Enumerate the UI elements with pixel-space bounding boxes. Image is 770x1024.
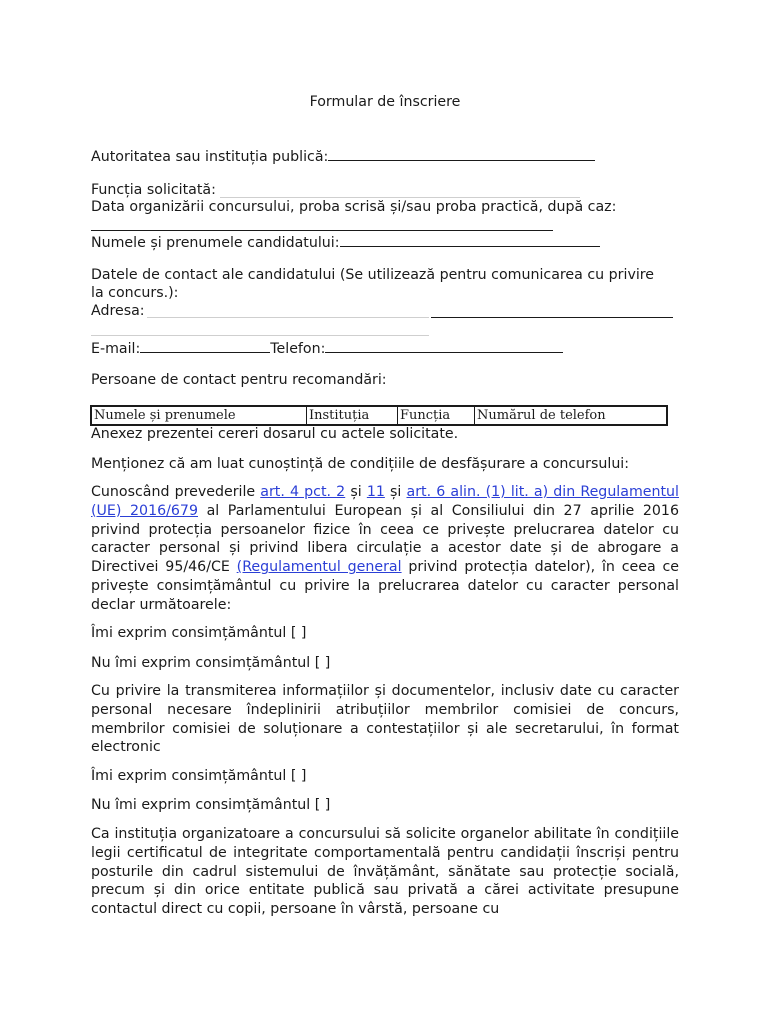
autoritate-row: [91, 146, 595, 166]
header-functia: Funcția: [398, 406, 475, 425]
adresa-field[interactable]: [431, 317, 673, 318]
nume-label: Numele și prenumele candidatului:: [91, 235, 340, 251]
header-numele: Numele și prenumele: [91, 406, 307, 425]
link-11[interactable]: 11: [366, 484, 385, 500]
institutia-paragraph: Ca instituția organizatoare a concursului să solicite organelor abilitate în condițiile legii certificatul de integritate comportamentală pentru candidații înscriși pentru posturile din cadrul sistemului de învățământ, sănătate sau protecție socială, precum și din orice entitate publică sau privată a cărei activitate presupune contactul direct cu copii, persoane în vârstă, persoane cu: [91, 826, 679, 918]
recommendations-table: [90, 405, 668, 426]
autoritate-field[interactable]: [328, 146, 595, 161]
gdpr-text-5: privind protecția datelor), în ceea ce privește consimțământul cu privire la prelucrarea datelor cu caracter personal declar următoarele:: [91, 559, 680, 613]
header-institutia: Instituția: [307, 406, 398, 425]
adresa-label: Adresa:: [91, 303, 145, 319]
gdpr-text-1: Cunoscând prevederile: [91, 484, 261, 500]
gdpr-paragraph: [91, 483, 679, 615]
gdpr-text-3: și: [384, 484, 407, 500]
email-telefon-row: [91, 338, 563, 358]
gdpr-text-2: și: [345, 484, 367, 500]
consent-1-no[interactable]: Nu îmi exprim consimțământul [ ]: [91, 655, 331, 671]
contact-line-1: Datele de contact ale candidatului (Se utilizează pentru comunicarea cu privire: [91, 267, 655, 283]
link-art-6[interactable]: art. 6 alin. (1) lit. a) din Regulamentul (UE) 2016/679: [91, 484, 679, 519]
table-header-row: [91, 406, 667, 425]
data-field[interactable]: [91, 230, 553, 231]
telefon-label: Telefon:: [270, 341, 326, 357]
consent-2-no[interactable]: Nu îmi exprim consimțământul [ ]: [91, 797, 331, 813]
adresa-field-2[interactable]: [91, 335, 429, 336]
anexez-text: Anexez prezentei cereri dosarul cu actele solicitate.: [91, 426, 459, 442]
persoane-label: Persoane de contact pentru recomandări:: [91, 372, 387, 388]
gdpr-text-4: al Parlamentului European și al Consiliului din 27 aprilie 2016 privind protecția persoanelor fizice în ceea ce privește prelucrarea datelor cu caracter personal și privind libera circulație a acestor date și de abrogare a Directivei 95/46/CE: [91, 502, 679, 576]
telefon-field[interactable]: [325, 338, 563, 353]
functia-label: Funcția solicitată:: [91, 182, 216, 198]
adresa-field-thin[interactable]: [147, 317, 429, 318]
email-label: E-mail:: [91, 341, 141, 357]
consent-1-yes[interactable]: Îmi exprim consimțământul [ ]: [91, 625, 307, 641]
header-telefon: Numărul de telefon: [475, 406, 668, 425]
autoritate-label: Autoritatea sau instituția publică:: [91, 149, 329, 165]
nume-row: [91, 232, 600, 252]
page-title: Formular de înscriere: [309, 94, 461, 110]
data-label: Data organizării concursului, proba scrisă și/sau proba practică, după caz:: [91, 199, 617, 215]
consent-2-yes[interactable]: Îmi exprim consimțământul [ ]: [91, 768, 307, 784]
contact-line-2: la concurs.):: [91, 285, 179, 301]
email-field[interactable]: [140, 338, 270, 353]
nume-field[interactable]: [340, 232, 600, 247]
link-art-4[interactable]: art. 4 pct. 2: [260, 484, 346, 500]
transmitere-paragraph: Cu privire la transmiterea informațiilor și documentelor, inclusiv date cu caracter personal necesare îndeplinirii atribuțiilor membrilor comisiei de concurs, membrilor comisiei de soluționare a contestațiilor și ale secretarului, în format electronic: [91, 683, 679, 756]
mentionez-text: Menționez că am luat cunoștință de condițiile de desfășurare a concursului:: [91, 456, 630, 472]
link-regulament-general[interactable]: (Regulamentul general: [236, 559, 402, 576]
